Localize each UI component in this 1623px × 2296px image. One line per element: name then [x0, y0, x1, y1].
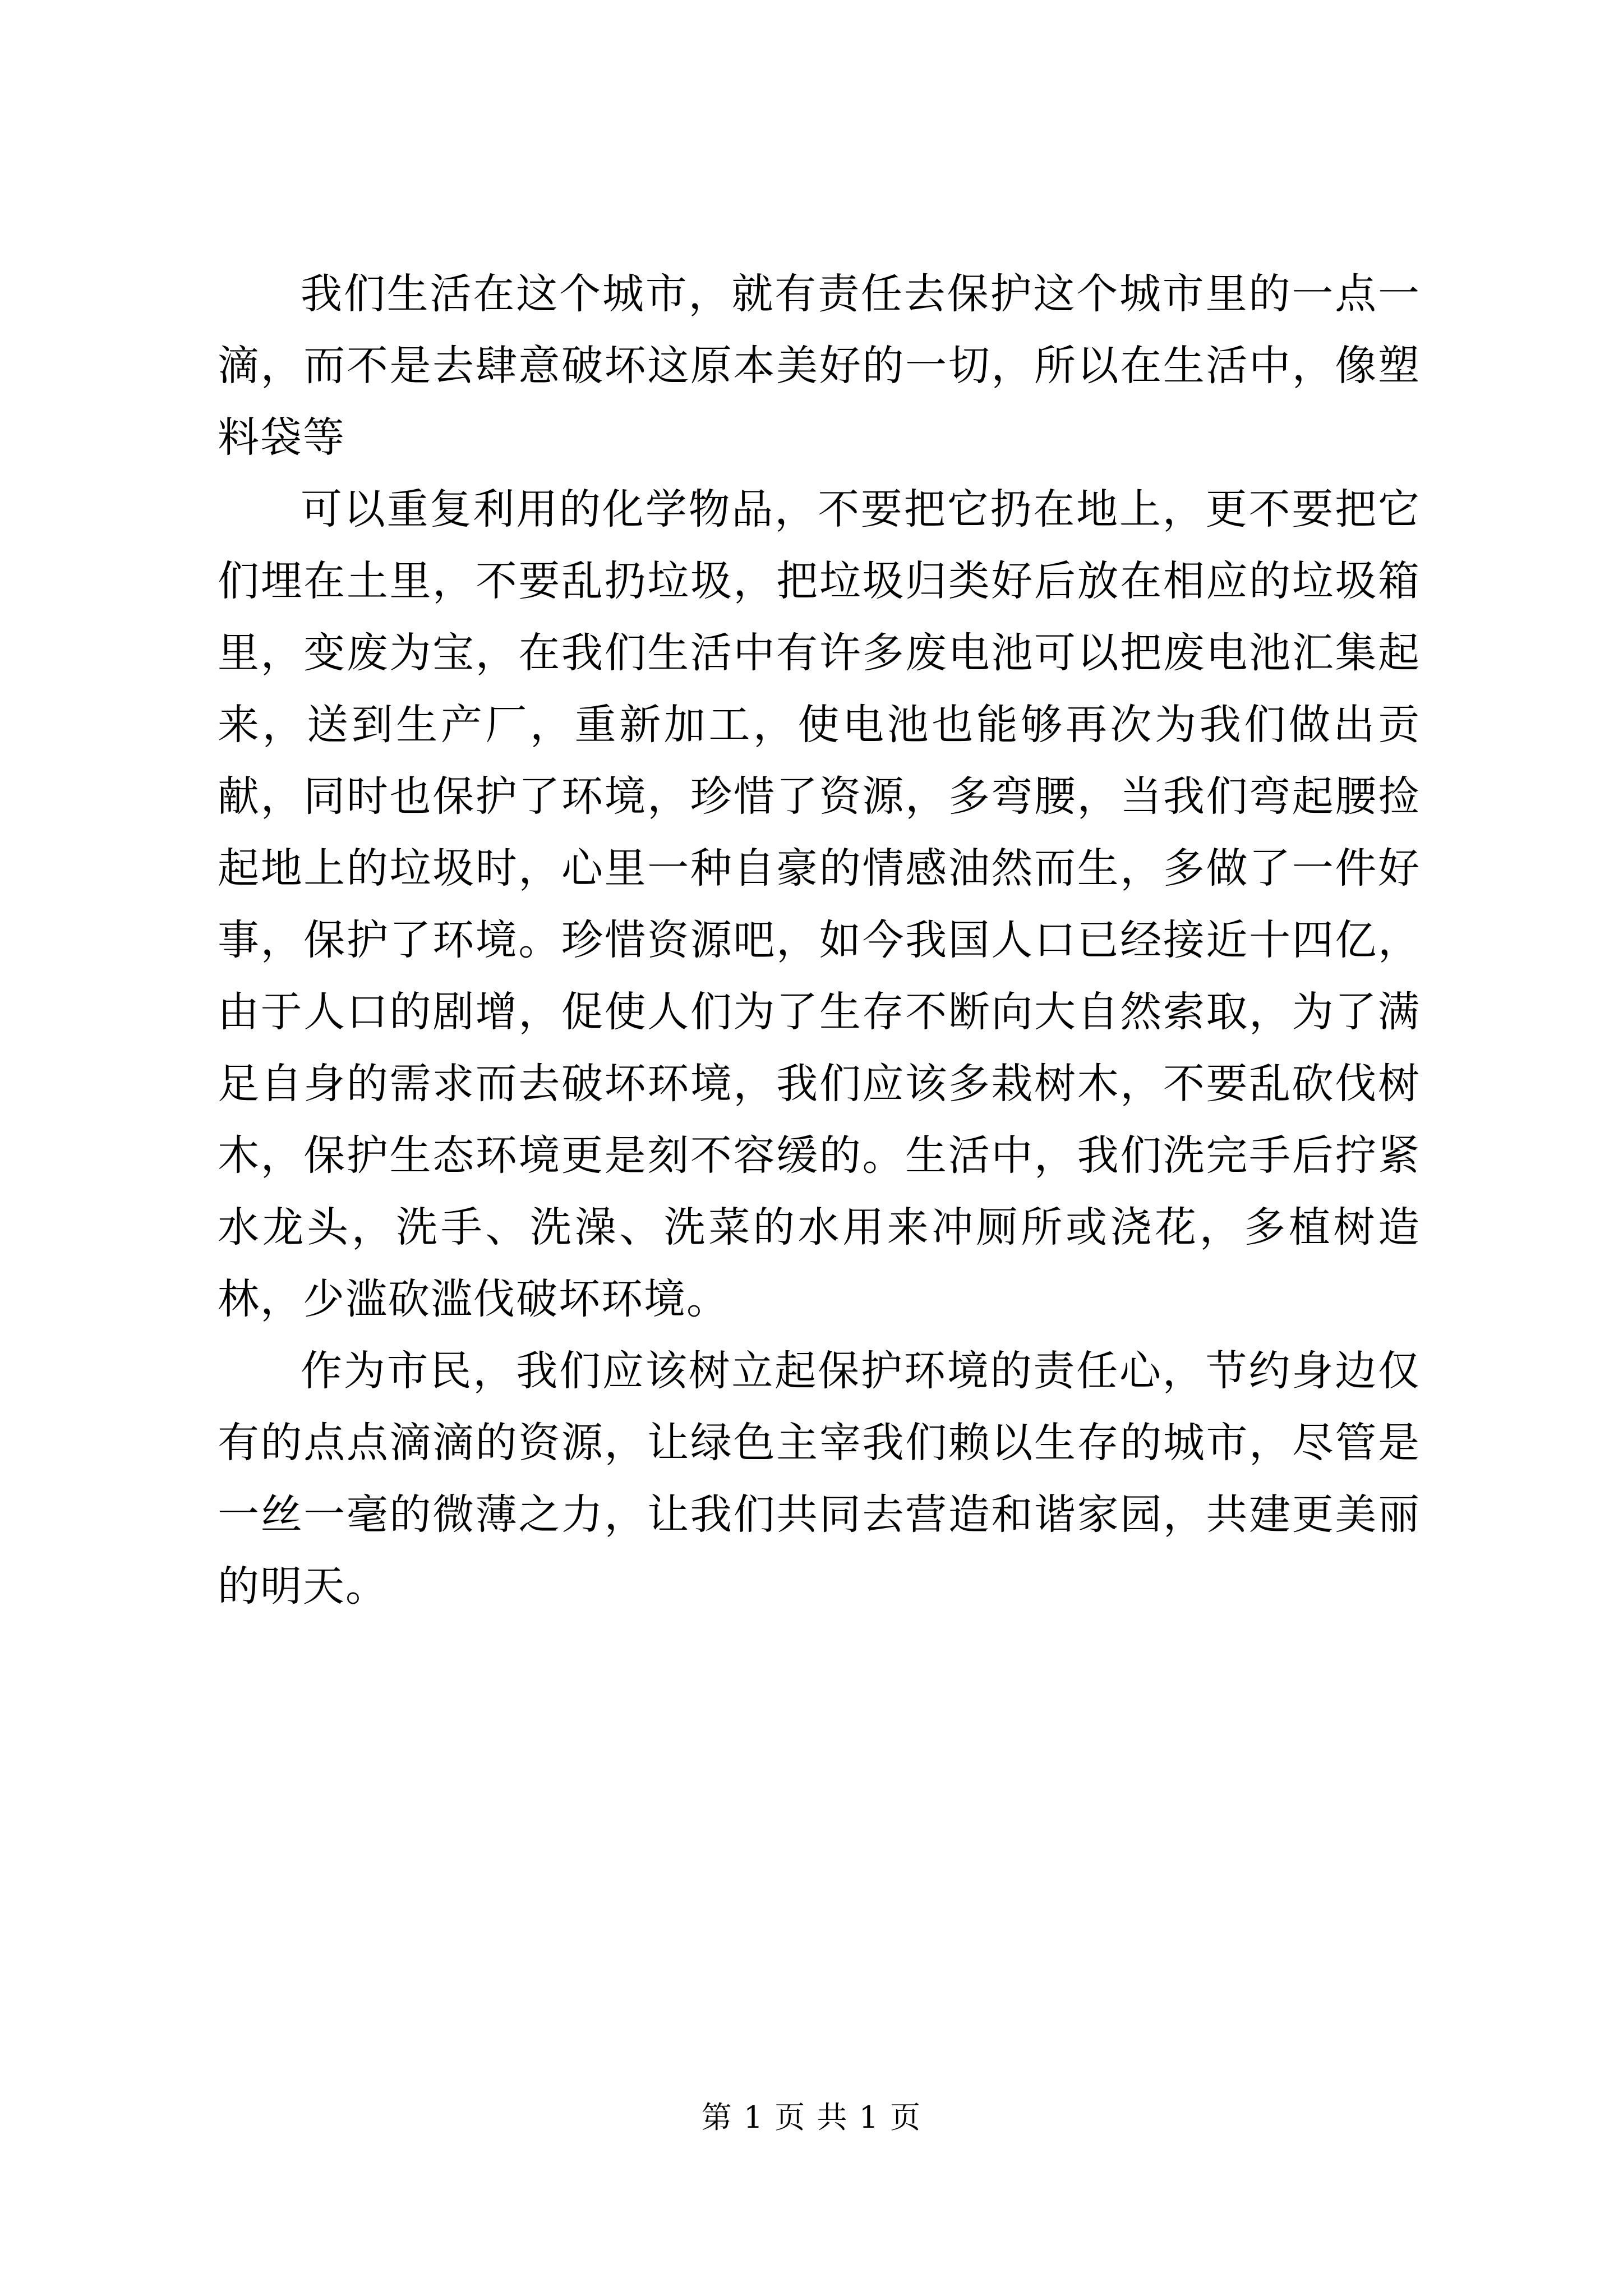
page-number-footer: 第 1 页 共 1 页	[701, 2100, 922, 2135]
document-body	[218, 258, 1421, 1622]
paragraph-3: 作为市民，我们应该树立起保护环境的责任心，节约身边仅有的点点滴滴的资源，让绿色主宰我们赖以生存的城市，尽管是一丝一毫的微薄之力，让我们共同去营造和谐家园，共建更美丽的明天。	[218, 1347, 1421, 1611]
paragraph-2: 可以重复利用的化学物品，不要把它扔在地上，更不要把它们埋在土里，不要乱扔垃圾，把垃圾归类好后放在相应的垃圾箱里，变废为宝，在我们生活中有许多废电池可以把废电池汇集起来，送到生产厂，重新加工，使电池也能够再次为我们做出贡献，同时也保护了环境，珍惜了资源，多弯腰，当我们弯起腰捡起地上的垃圾时，心里一种自豪的情感油然而生，多做了一件好事，保护了环境。珍惜资源吧，如今我国人口已经接近十四亿，由于人口的剧增，促使人们为了生存不断向大自然索取，为了满足自身的需求而去破坏环境，我们应该多栽树木，不要乱砍伐树木，保护生态环境更是刻不容缓的。生活中，我们洗完手后拧紧水龙头，洗手、洗澡、洗菜的水用来冲厕所或浇花，多植树造林，少滥砍滥伐破坏环境。	[218, 485, 1421, 1323]
paragraph-1: 我们生活在这个城市，就有责任去保护这个城市里的一点一滴，而不是去肆意破坏这原本美好的一切，所以在生活中，像塑料袋等	[218, 270, 1421, 462]
